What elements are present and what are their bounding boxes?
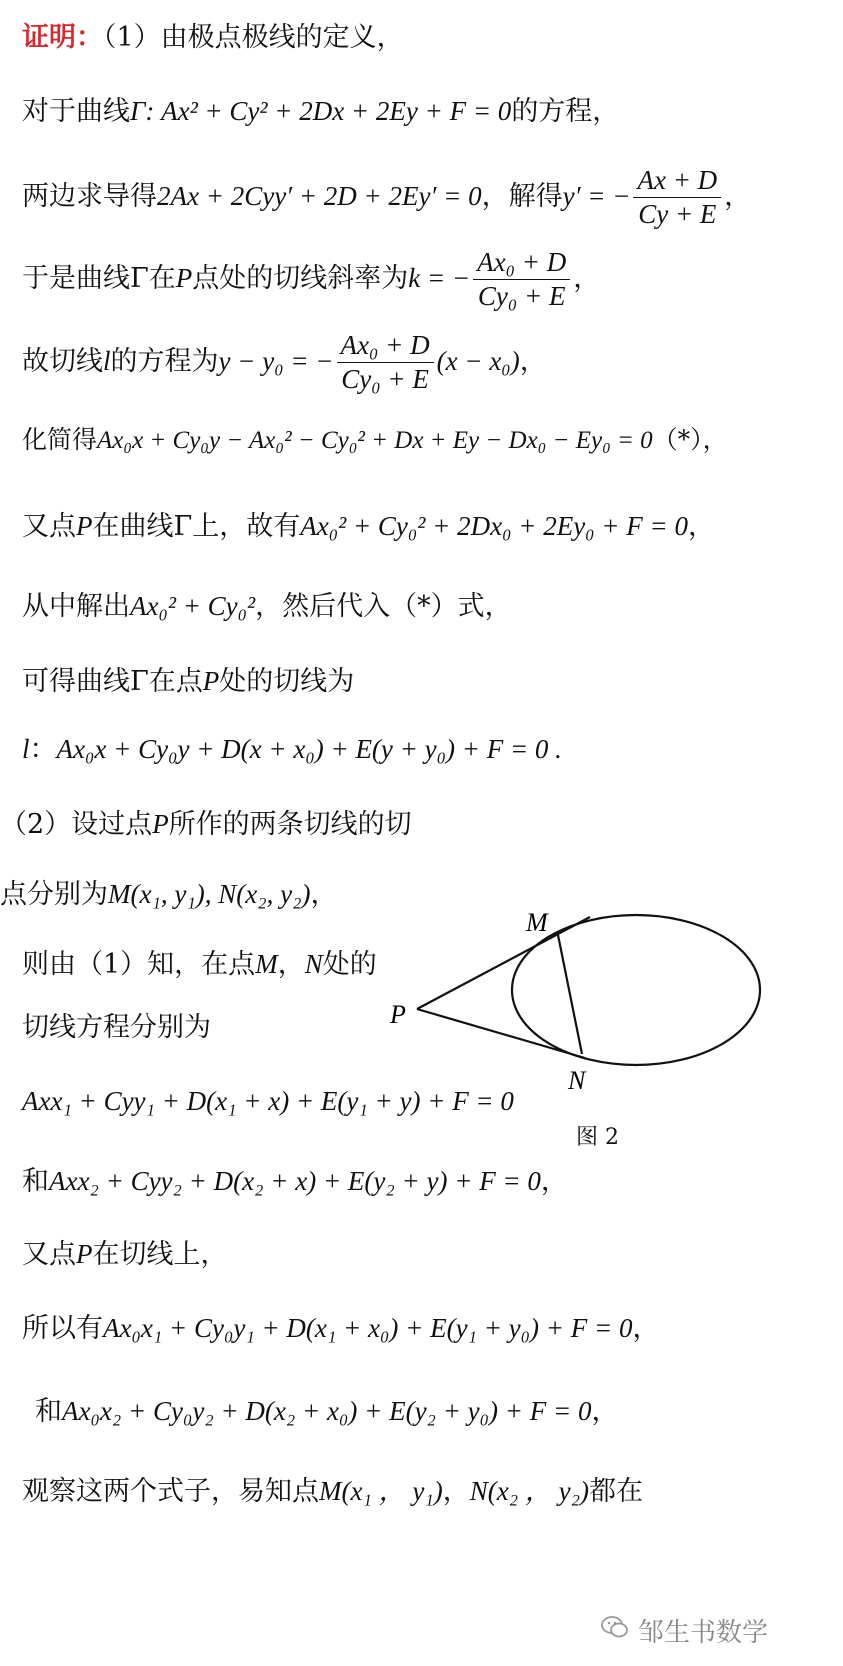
text: 都在: [588, 1476, 643, 1507]
text: 两边求导得: [22, 181, 157, 213]
text: ，: [442, 1476, 470, 1507]
text: 化简得: [22, 425, 98, 454]
line-10: [22, 733, 562, 766]
figure-2: [390, 905, 820, 1155]
text: 则由（1）知，在点: [22, 949, 256, 980]
line-17: [22, 1238, 228, 1271]
line-5: [22, 330, 547, 395]
point-p: P: [152, 809, 169, 839]
point-n-coords: N(x₂ ， y₂): [469, 1476, 589, 1506]
line-13: [22, 948, 377, 981]
numerator: Ax + D: [633, 165, 721, 198]
text: ，然后代入（*）式，: [255, 591, 512, 622]
tangent-line-pn: [417, 1009, 585, 1058]
text: 切线方程分别为: [22, 1012, 211, 1043]
point-m: M: [255, 949, 278, 979]
line-7: [22, 510, 715, 543]
tangent-equation: Ax₀x + Cy₀y + D(x + x₀) + E(y + y₀) + F = 0 .: [56, 734, 562, 764]
line-l: l: [22, 734, 30, 764]
text: ，: [310, 879, 338, 910]
line-9: [22, 665, 354, 698]
text: ，: [724, 181, 752, 213]
text: 对于曲线: [22, 96, 130, 127]
point-p: P: [202, 666, 220, 696]
denominator: Cy₀ + E: [341, 364, 429, 395]
simplified-equation: Ax₀x + Cy₀y − Ax₀² − Cy₀² + Dx + Ey − Dx₀ − Ey₀ = 0: [97, 427, 653, 454]
text: ，: [540, 1166, 568, 1197]
text: ，解得: [481, 181, 563, 213]
text: 点分别为: [0, 879, 108, 910]
text: ，: [688, 511, 715, 542]
tangent-equation-m: Axx₁ + Cyy₁ + D(x₁ + x) + E(y₁ + y) + F = 0: [22, 1086, 514, 1116]
point-p: P: [76, 1239, 93, 1269]
text: 于是曲线Γ在: [22, 263, 176, 295]
label-p: P: [390, 1000, 406, 1029]
point-n: N: [304, 949, 323, 979]
text: 从中解出: [22, 591, 130, 622]
text: 的方程为: [110, 346, 219, 378]
text: （1）由极点极线的定义，: [103, 22, 404, 53]
text: （*），: [652, 425, 728, 454]
text: ，: [519, 346, 547, 378]
text: 和: [35, 1396, 62, 1427]
fraction: [337, 330, 434, 395]
line-8: [22, 590, 512, 623]
formula: Ax₀x₁ + Cy₀y₁ + D(x₁ + x₀) + E(y₁ + y₀) + F = 0: [103, 1313, 633, 1343]
line-11: [0, 808, 412, 841]
text: （2）设过点: [0, 809, 153, 840]
derivative-equation: 2Ax + 2Cyy′ + 2D + 2Ey′ = 0: [157, 181, 482, 212]
text: 又点: [22, 1239, 76, 1270]
text: ，: [573, 263, 601, 295]
formula: Ax₀² + Cy₀²: [130, 591, 256, 621]
fraction: [633, 165, 721, 230]
formula: y′ = −: [562, 181, 631, 212]
formula: Ax₀² + Cy₀² + 2Dx₀ + 2Ey₀ + F = 0: [300, 511, 688, 541]
line-12: [0, 878, 337, 911]
curve-equation: Γ: Ax² + Cy² + 2Dx + 2Ey + F = 0: [130, 96, 512, 126]
line-16: [22, 1165, 568, 1198]
text: ，: [632, 1313, 660, 1344]
point-p: P: [76, 511, 93, 541]
ellipse-tangent-diagram: [390, 905, 820, 1105]
text: 处的: [322, 949, 377, 980]
watermark-text: 邹生书数学: [638, 1618, 769, 1648]
text: ，: [591, 1396, 619, 1427]
text: 又点: [22, 511, 76, 542]
text: 点处的切线斜率为: [192, 263, 409, 295]
text: 所作的两条切线的切: [168, 809, 412, 840]
line-14: [22, 1012, 211, 1044]
formula: k = −: [408, 263, 471, 294]
point-m-coords: M(x₁ ， y₁): [319, 1476, 443, 1506]
line-20: [22, 1475, 643, 1508]
formula: (x − x₀): [436, 346, 520, 377]
line-1: [22, 22, 404, 54]
formula: y − y₀ = −: [218, 346, 334, 377]
fraction: [473, 247, 570, 312]
numerator: Ax₀ + D: [337, 330, 434, 363]
text: 所以有: [22, 1313, 103, 1344]
wechat-icon: [600, 1614, 630, 1647]
formula: Ax₀x₂ + Cy₀y₂ + D(x₂ + x₀) + E(y₂ + y₀) + F = 0: [62, 1396, 592, 1426]
label-m: M: [526, 908, 548, 937]
point-p: P: [175, 263, 193, 294]
watermark: [600, 1612, 768, 1649]
text: 可得曲线Γ在点: [22, 666, 203, 697]
denominator: Cy₀ + E: [477, 281, 566, 312]
text: 在曲线Γ上，故有: [92, 511, 301, 542]
text: 处的切线为: [219, 666, 355, 697]
line-4: [22, 247, 600, 312]
text: 和: [22, 1166, 49, 1197]
text: 故切线: [22, 346, 103, 378]
formula: M(x₁, y₁), N(x₂, y₂): [108, 879, 311, 909]
line-18: [22, 1312, 659, 1345]
chord-mn: [558, 935, 582, 1054]
line-2: [22, 95, 619, 128]
text: ：: [29, 734, 57, 765]
line-l: l: [103, 346, 111, 377]
line-3: [22, 165, 751, 230]
numerator: Ax₀ + D: [473, 247, 570, 280]
text: ，: [277, 949, 305, 980]
figure-caption: 图 2: [576, 1125, 619, 1150]
line-6: [22, 425, 728, 456]
text: 的方程，: [511, 96, 620, 127]
line-19: [35, 1395, 618, 1428]
label-n: N: [568, 1066, 586, 1095]
tangent-equation-n: Axx₂ + Cyy₂ + D(x₂ + x) + E(y₂ + y) + F = 0: [49, 1166, 541, 1196]
text: 观察这两个式子，易知点: [22, 1476, 319, 1507]
proof-label: 证明：: [22, 22, 103, 53]
denominator: Cy + E: [638, 199, 717, 230]
text: 在切线上，: [92, 1239, 228, 1270]
